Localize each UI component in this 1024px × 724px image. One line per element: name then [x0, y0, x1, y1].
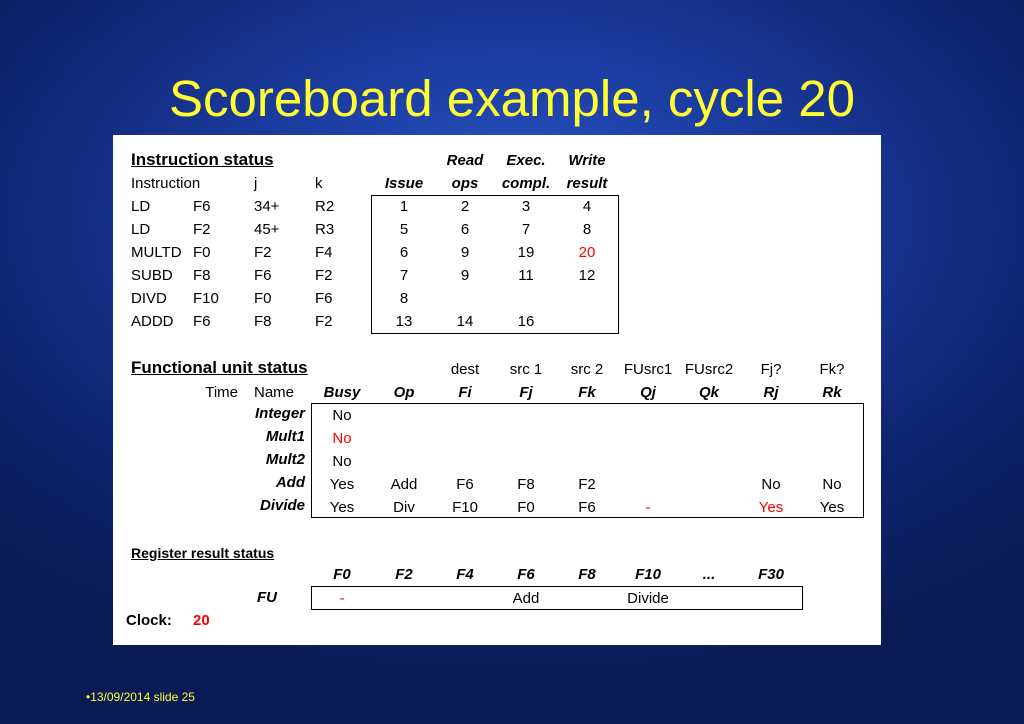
instruction-cell: 8	[399, 290, 409, 307]
fu-cell: Yes	[758, 499, 784, 516]
instruction-cell: F2	[315, 313, 333, 330]
instruction-cell: 14	[456, 313, 474, 330]
instruction-cell: LD	[131, 198, 151, 215]
register-header: F0	[333, 566, 351, 583]
instruction-cell: 34+	[254, 198, 280, 215]
instruction-status-heading: Instruction status	[131, 150, 274, 169]
register-header: ...	[702, 566, 716, 583]
register-header: F8	[578, 566, 596, 583]
instruction-cell: 6	[460, 221, 470, 238]
register-header: F6	[517, 566, 535, 583]
instruction-cell: F8	[254, 313, 272, 330]
instruction-cell: SUBD	[131, 267, 173, 284]
fu-header: Fj	[519, 384, 533, 401]
fu-label: FU	[257, 589, 277, 606]
instruction-cell: DIVD	[131, 290, 167, 307]
instruction-cell: 5	[399, 221, 409, 238]
instruction-cell: 45+	[254, 221, 280, 238]
fu-cell: Yes	[329, 499, 355, 516]
fu-cell: No	[822, 476, 842, 493]
header-time: Time	[205, 384, 238, 401]
register-header: F2	[395, 566, 413, 583]
register-fu-cell: Add	[512, 590, 540, 607]
header-result: result	[566, 175, 608, 192]
fu-cell: F6	[456, 476, 474, 493]
instruction-cell: F10	[193, 290, 219, 307]
fu-header: Qk	[698, 384, 719, 401]
instruction-cell: F8	[193, 267, 211, 284]
header-name: Name	[254, 384, 295, 401]
header-fusrc2: FUsrc2	[684, 361, 734, 378]
instruction-cell: F6	[193, 198, 211, 215]
fu-name: Integer	[254, 405, 305, 422]
fu-name: Add	[275, 474, 305, 491]
fu-header: Rk	[822, 384, 842, 401]
instruction-cell: 12	[578, 267, 596, 284]
slide-footer: •13/09/2014 slide 25	[86, 690, 195, 704]
instruction-cell: F6	[193, 313, 211, 330]
header-fk: Fk?	[819, 361, 845, 378]
fu-header: Busy	[323, 384, 361, 401]
header-src1: src 1	[509, 361, 543, 378]
instruction-cell: 3	[521, 198, 531, 215]
fu-header: Op	[393, 384, 415, 401]
instruction-cell: F0	[193, 244, 211, 261]
instruction-cell: 9	[460, 267, 470, 284]
instruction-cell: F2	[254, 244, 272, 261]
fu-cell: No	[332, 453, 352, 470]
fu-header: Rj	[763, 384, 779, 401]
instruction-cell: F2	[315, 267, 333, 284]
instruction-cell: F6	[254, 267, 272, 284]
instruction-cell: 6	[399, 244, 409, 261]
slide-title: Scoreboard example, cycle 20	[168, 70, 856, 127]
instruction-cell: 13	[395, 313, 413, 330]
register-fu-cell: Divide	[627, 590, 669, 607]
header-src2: src 2	[570, 361, 604, 378]
fu-cell: Yes	[819, 499, 845, 516]
functional-unit-status-heading: Functional unit status	[131, 358, 308, 377]
clock-label: Clock:	[126, 612, 172, 629]
header-ops: ops	[451, 175, 479, 192]
register-result-status-heading: Register result status	[131, 545, 275, 561]
fu-cell: No	[332, 430, 352, 447]
instruction-cell: R3	[315, 221, 335, 238]
fu-name: Mult1	[265, 428, 305, 445]
header-read: Read	[446, 152, 484, 169]
register-fu-cell: -	[339, 590, 345, 607]
header-fusrc1: FUsrc1	[623, 361, 673, 378]
instruction-cell: LD	[131, 221, 151, 238]
header-fj: Fj?	[760, 361, 782, 378]
instruction-cell: 16	[517, 313, 535, 330]
fu-cell: Yes	[329, 476, 355, 493]
header-instruction: Instruction	[131, 175, 201, 192]
fu-cell: F8	[517, 476, 535, 493]
fu-cell: F2	[578, 476, 596, 493]
register-header: F10	[635, 566, 661, 583]
instruction-cell: 19	[517, 244, 535, 261]
register-fu-table-border	[311, 586, 803, 610]
fu-cell: -	[645, 499, 651, 516]
instruction-cell: F0	[254, 290, 272, 307]
header-exec: Exec.	[506, 152, 546, 169]
clock-value: 20	[193, 612, 210, 629]
header-issue: Issue	[384, 175, 424, 192]
header-compl: compl.	[501, 175, 551, 192]
fu-cell: F6	[578, 499, 596, 516]
instruction-cell: 20	[578, 244, 596, 261]
instruction-cell: 9	[460, 244, 470, 261]
fu-cell: F0	[517, 499, 535, 516]
instruction-cell: F6	[315, 290, 333, 307]
header-j: j	[254, 175, 258, 192]
instruction-cell: ADDD	[131, 313, 174, 330]
instruction-cell: F2	[193, 221, 211, 238]
fu-name: Divide	[259, 497, 305, 514]
instruction-cell: 11	[518, 267, 534, 284]
fu-cell: No	[332, 407, 352, 424]
fu-cell: Div	[393, 499, 415, 516]
scoreboard-panel	[113, 135, 881, 645]
instruction-cell: MULTD	[131, 244, 182, 261]
header-k: k	[315, 175, 323, 192]
fu-cell: Add	[390, 476, 418, 493]
register-header: F4	[456, 566, 474, 583]
instruction-cell: 1	[399, 198, 409, 215]
instruction-cell: 2	[460, 198, 470, 215]
instruction-cell: 8	[582, 221, 592, 238]
register-header: F30	[758, 566, 784, 583]
fu-header: Fi	[458, 384, 472, 401]
fu-name: Mult2	[265, 451, 305, 468]
fu-cell: F10	[452, 499, 478, 516]
fu-header: Qj	[640, 384, 656, 401]
instruction-cell: 7	[399, 267, 409, 284]
fu-cell: No	[761, 476, 781, 493]
fu-header: Fk	[578, 384, 596, 401]
instruction-cell: 4	[582, 198, 592, 215]
instruction-cell: F4	[315, 244, 333, 261]
header-write: Write	[568, 152, 606, 169]
instruction-cell: 7	[521, 221, 531, 238]
instruction-cell: R2	[315, 198, 335, 215]
header-dest: dest	[450, 361, 480, 378]
